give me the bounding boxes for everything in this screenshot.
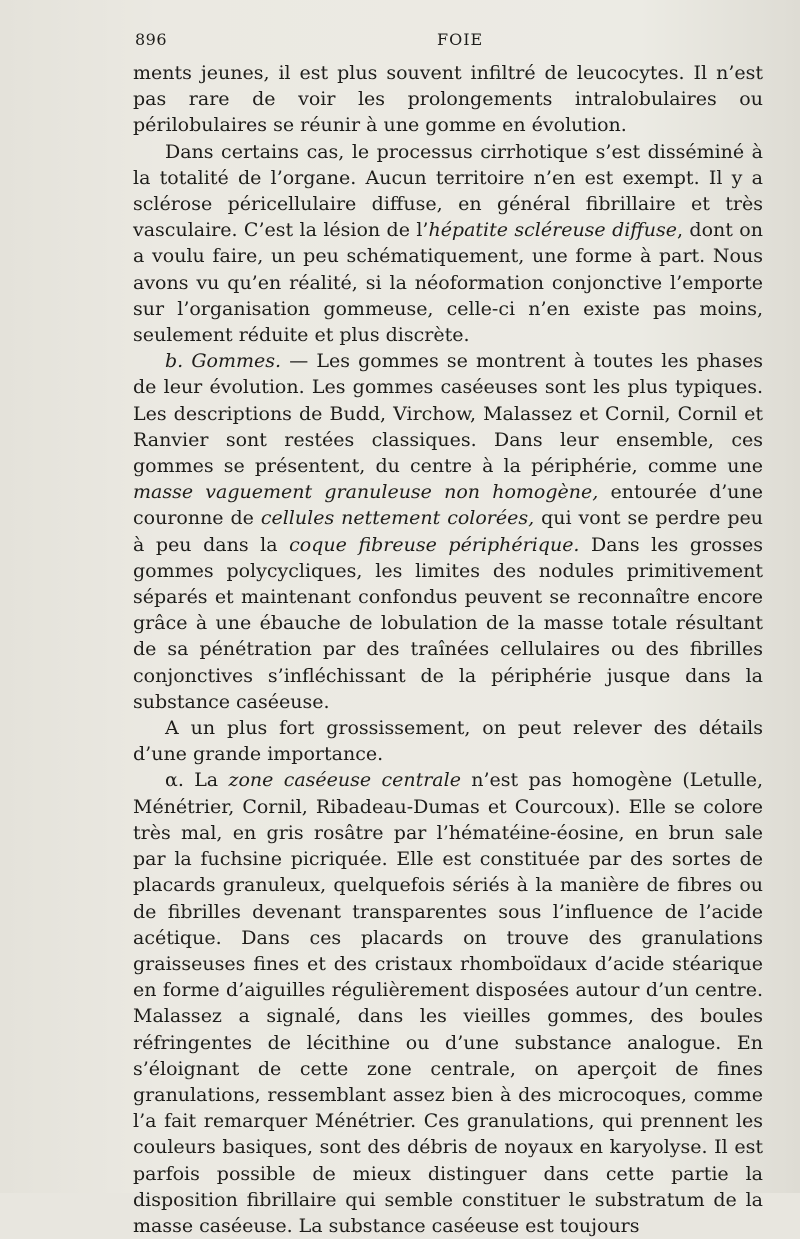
- emphasis-term: cellules nettement colorées,: [260, 507, 535, 530]
- paragraph-continuation: [133, 60, 763, 139]
- page-number: 896: [135, 30, 168, 49]
- emphasis-term: hépatite scléreuse diffuse: [428, 219, 677, 242]
- paragraph-grossissement: [133, 715, 763, 767]
- paragraph-text: , dont on a voulu faire, un peu schématiquement, une forme à part. Nous avons vu qu’en réalité, si la néoformation conjonctive l’emporte sur l’organisation gommeuse, celle-ci n’en existe pas moins, seulement réduite et plus discrète.: [133, 219, 763, 347]
- paragraph-text: A un plus fort grossissement, on peut relever des détails d’une grande importance.: [133, 717, 763, 766]
- emphasis-term: coque fibreuse périphérique.: [289, 533, 580, 556]
- paragraph-text: Dans certains cas, le processus cirrhotique s’est disséminé à la totalité de l’organe. Aucun territoire n’en est exempt. Il y a sclérose péricellulaire diffuse, en général fibrillaire et très vasculaire. C’est la lésion de l’: [133, 140, 763, 242]
- paragraph-gommes: [133, 348, 763, 715]
- paragraph-text: n’est pas homogène (Letulle, Ménétrier, Cornil, Ribadeau-Dumas et Courcoux). Elle se colore très mal, en gris rosâtre par l’hématéine-éosine, en brun sale par la fuchsine picriquée. Elle est constituée par des sortes de placards granuleux, quelquefois sériés à la manière de fibres ou de fibrilles devenant transparentes sous l’influence de l’acide acétique. Dans ces placards on trouve des granulations graisseuses fines et des cristaux rhomboïdaux d’acide stéarique en forme d’aiguilles régulièrement disposées autour d’un centre. Malassez a signalé, dans les vieilles gommes, des boules réfringentes de lécithine ou d’une substance analogue. En s’éloignant de cette zone centrale, on aperçoit de fines granulations, ressemblant assez bien à des microcoques, comme l’a fait remarquer Ménétrier. Ces granulations, qui prennent les couleurs basiques, sont des débris de noyaux en karyolyse. Il est parfois possible de mieux distinguer dans cette partie la disposition fibrillaire qui semble constituer le substratum de la masse caséeuse. La substance caséeuse est toujours: [133, 769, 763, 1237]
- section-heading: b. Gommes.: [165, 350, 282, 373]
- emphasis-term: zone caséeuse centrale: [228, 769, 461, 792]
- paragraph-text: entourée d’une couronne de: [133, 481, 763, 530]
- paragraph-text: Dans les grosses gommes polycycliques, les limites des nodules primitivement séparés et maintenant confondus peuvent se reconnaître encore grâce à une ébauche de lobulation de la masse totale résultant de sa pénétration par des traînées cellulaires ou des fibrilles conjonctives s’infléchissant de la périphérie jusque dans la substance caséeuse.: [133, 533, 764, 713]
- paragraph-text: ments jeunes, il est plus souvent infiltré de leucocytes. Il n’est pas rare de voir les prolongements intralobulaires ou périlobulaires se réunir à une gomme en évolution.: [133, 62, 763, 137]
- paragraph-text: — Les gommes se montrent à toutes les phases de leur évolution. Les gommes caséeuses sont les plus typiques. Les descriptions de Budd, Virchow, Malassez et Cornil, Cornil et Ranvier sont restées classiques. Dans leur ensemble, ces gommes se présentent, du centre à la périphérie, comme une: [133, 350, 763, 478]
- body-text: [133, 60, 763, 1239]
- paragraph-text: qui vont se perdre peu à peu dans la: [133, 507, 763, 556]
- paragraph-zone-caseeuse: [133, 767, 763, 1239]
- paragraph-text: α. La: [165, 769, 229, 792]
- paragraph-diffuse-sclerosis: [133, 139, 763, 349]
- emphasis-term: masse vaguement granuleuse non homogène,: [133, 481, 599, 504]
- running-title: FOIE: [437, 30, 484, 49]
- page-header: [135, 30, 760, 54]
